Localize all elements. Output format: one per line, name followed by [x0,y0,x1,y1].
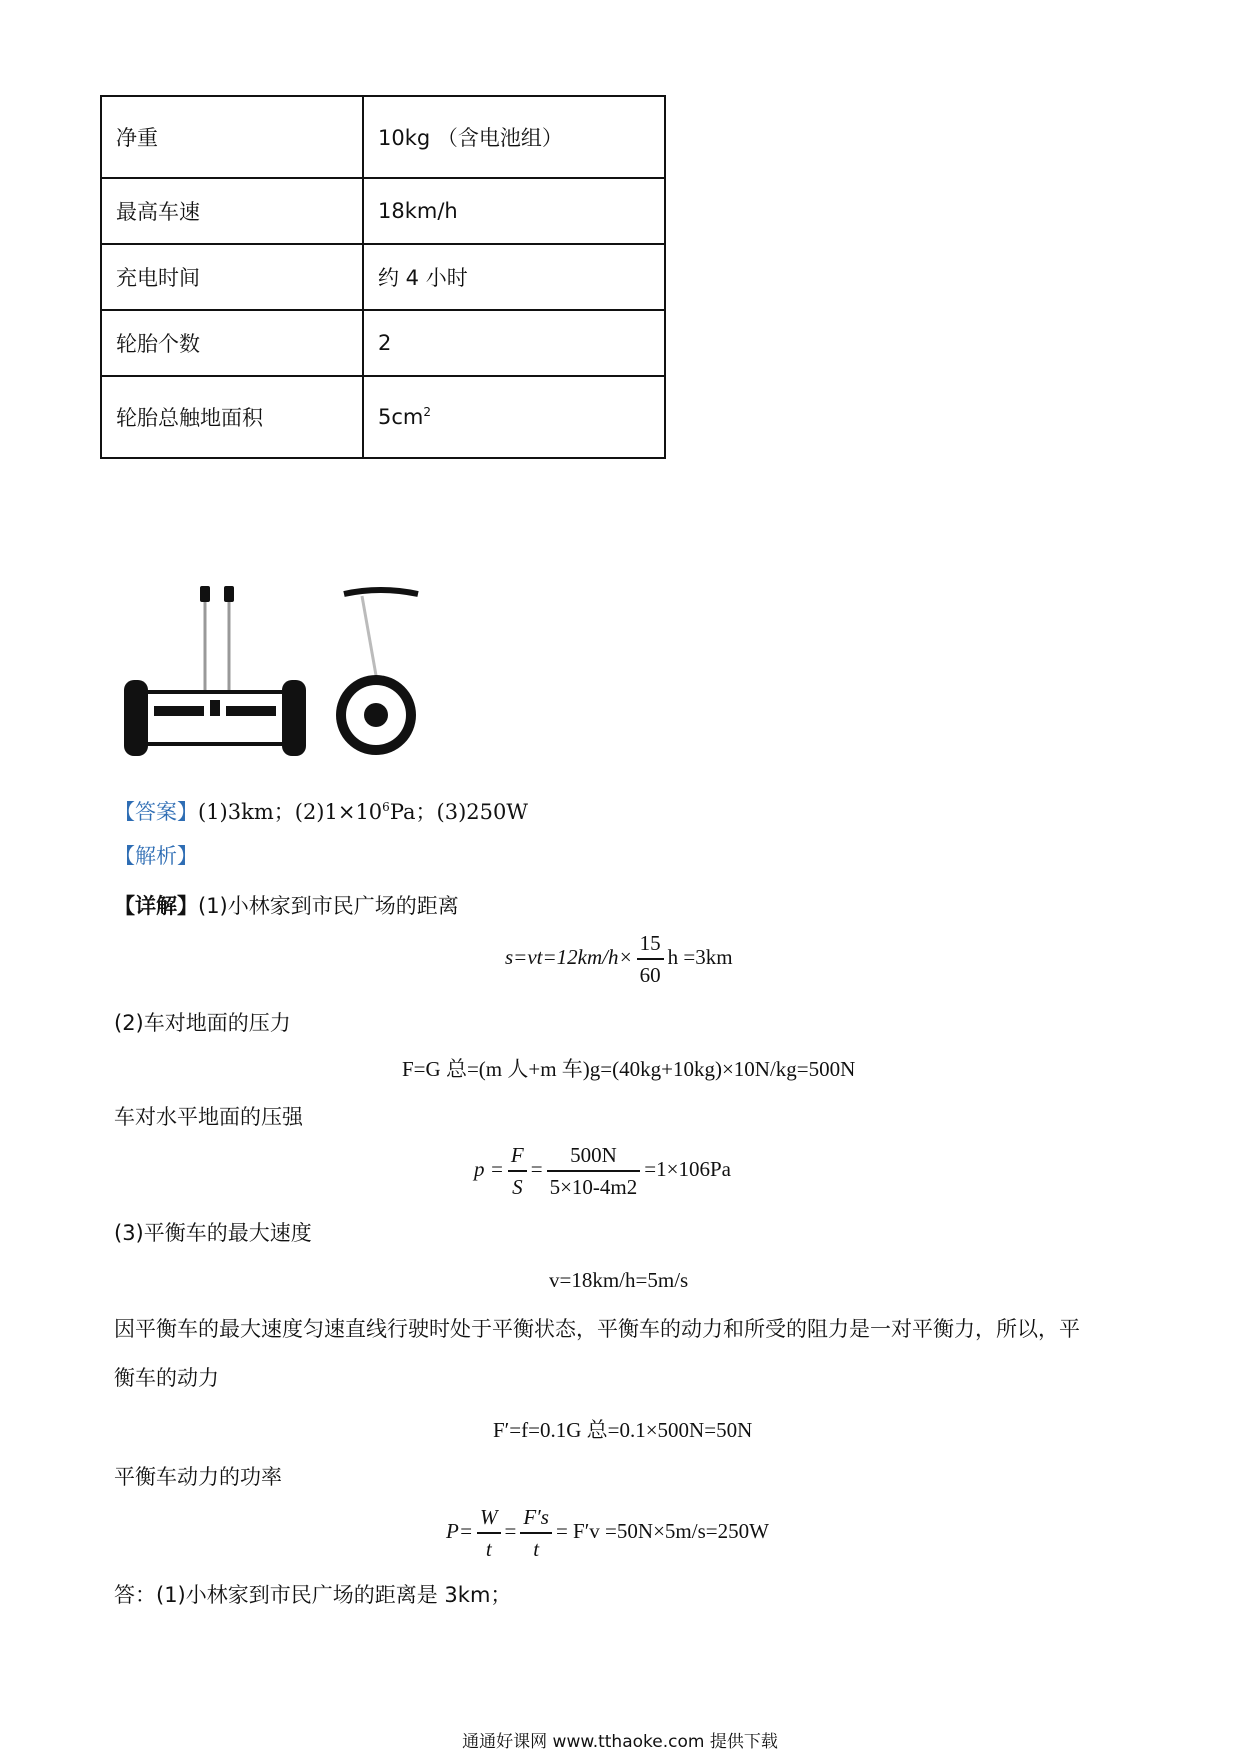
table-row [101,96,665,178]
detail-tag: 【详解】 [114,894,198,918]
paragraph-balance-line2: 衡车的动力 [114,1366,219,1390]
table-row [101,376,665,458]
eq3-f-denominator: S [512,1175,523,1199]
equation-force: F=G 总=(m 人+m 车)g=(40kg+10kg)×10N/kg=500N [402,1057,856,1081]
eq6-t1: t [485,1537,492,1561]
eq1-lhs: s=vt=12km/h× [505,944,633,969]
area-value: 5cm [378,405,424,429]
eq6-w: W [477,1502,501,1534]
eq6-t2: t [533,1537,540,1561]
eq3-fraction-values [547,1140,641,1202]
paragraph-balance-line1: 因平衡车的最大速度匀速直线行驶时处于平衡状态，平衡车的动力和所受的阻力是一对平衡力，所以，平 [114,1317,1080,1341]
scooter-side-view [336,590,418,755]
eq3-numerator: 500N [547,1140,641,1172]
table-row [101,178,665,244]
paragraph-pressure: 车对水平地面的压强 [114,1105,303,1129]
page-footer: 通通好课网 www.tthaoke.com 提供下载 [462,1732,778,1752]
eq1-fraction [637,928,664,990]
eq3-rhs: =1×106Pa [644,1156,731,1181]
table-row [101,310,665,376]
eq6-fraction-wt [477,1502,501,1564]
row-value [363,376,665,458]
scooter-front-view [124,586,306,756]
equation-pressure [474,1140,731,1202]
row-label: 净重 [101,96,363,178]
row-value: 10kg （含电池组） [363,96,665,178]
row-value: 2 [363,310,665,376]
row-label: 最高车速 [101,178,363,244]
analysis-tag: 【解析】 [114,844,198,868]
spec-table [100,95,666,459]
detail-line [114,891,459,921]
paragraph-max-speed: (3)平衡车的最大速度 [114,1221,312,1245]
detail-text: (1)小林家到市民广场的距离 [198,894,459,918]
eq3-equals: = [530,1156,543,1181]
eq6-fs: F′s [520,1502,552,1534]
paragraph-power: 平衡车动力的功率 [114,1465,282,1489]
balance-scooter-illustration [118,580,438,760]
row-value: 约 4 小时 [363,244,665,310]
eq1-numerator: 15 [637,928,664,960]
answer-part1: (1)3km；(2)1×10 [198,800,383,824]
equation-speed: v=18km/h=5m/s [549,1268,689,1292]
answer-exponent: 6 [382,800,390,814]
eq1-denominator: 60 [639,963,661,987]
eq3-lhs: p = [474,1156,504,1181]
row-label: 轮胎个数 [101,310,363,376]
eq3-f-numerator: F [508,1140,527,1172]
equation-distance [505,928,733,990]
eq1-rhs: h =3km [667,944,733,969]
eq3-fraction-fs [508,1140,527,1202]
answer-part2: Pa；(3)250W [389,800,528,824]
row-label: 轮胎总触地面积 [101,376,363,458]
eq3-denominator: 5×10-4m2 [549,1175,638,1199]
eq6-rhs: F′v =50N×5m/s=250W [573,1518,769,1543]
equation-power: P= $\frac{W}{t}$ = $\frac{F's}{t}$ = F′v =50N×5m/s=250W [446,1502,769,1564]
paragraph-answer-summary: 答：(1)小林家到市民广场的距离是 3km； [114,1583,512,1607]
eq6-fraction-fst [520,1502,552,1564]
equation-driving-force: F′=f=0.1G 总=0.1×500N=50N [493,1418,753,1442]
answer-line [114,792,528,827]
eq6-lhs: P= [446,1518,473,1543]
row-value: 18km/h [363,178,665,244]
paragraph-pressure-force: (2)车对地面的压力 [114,1011,291,1035]
answer-tag: 【答案】 [114,800,198,824]
row-label: 充电时间 [101,244,363,310]
table-row [101,244,665,310]
area-exponent: 2 [423,405,432,419]
